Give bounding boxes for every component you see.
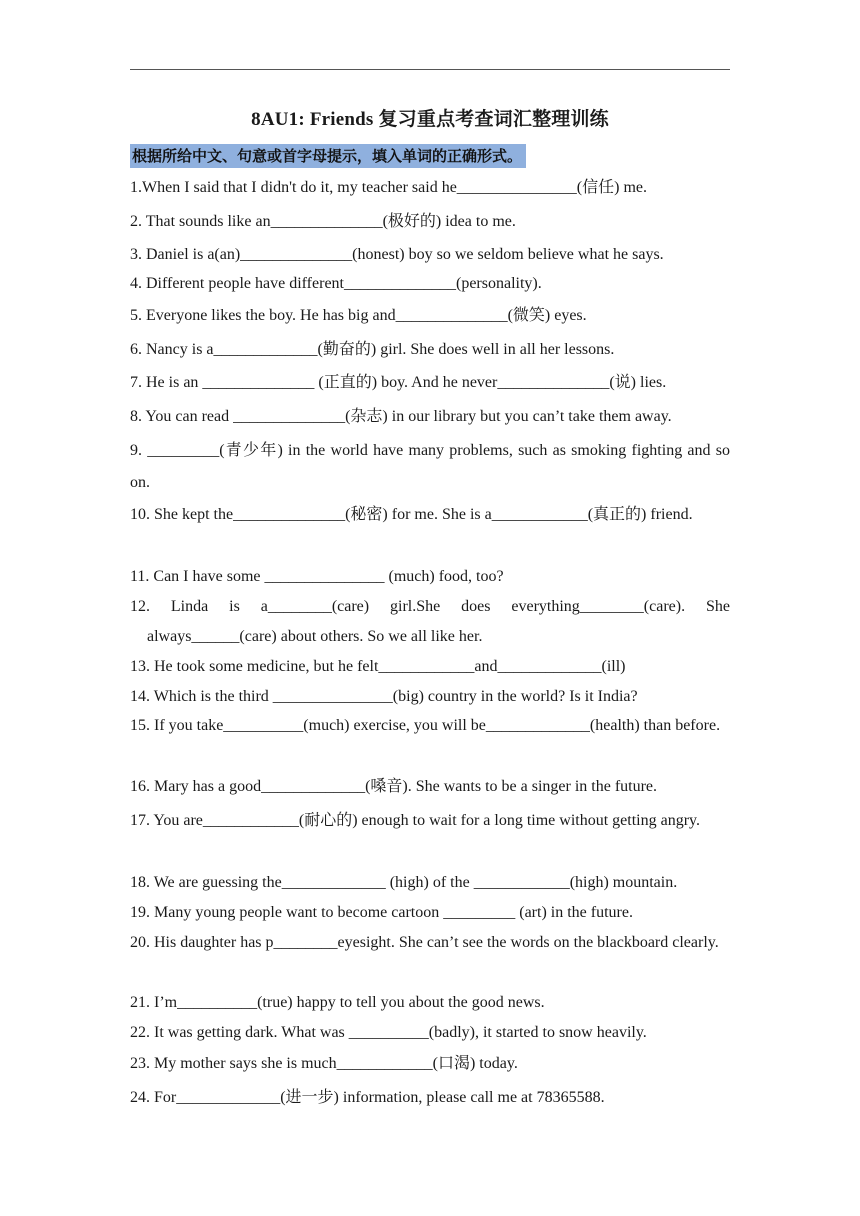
question-item: 10. She kept the______________(秘密) for me. She is a____________(真正的) friend. xyxy=(130,506,693,523)
question-item: 17. You are____________(耐心的) enough to wait for a long time without getting angry. xyxy=(130,812,701,829)
question-item: 11. Can I have some _______________ (much) food, too? xyxy=(130,568,504,585)
question-item: 9. _________(青少年) in the world have many problems, such as smoking fighting and so on. xyxy=(130,442,730,491)
question-item: 19. Many young people want to become cartoon _________ (art) in the future. xyxy=(130,904,633,921)
question-item: 5. Everyone likes the boy. He has big and______________(微笑) eyes. xyxy=(130,307,587,324)
question-item: 12. Linda is a________(care) girl.She does everything________(care). She always______(care) about others. So we all like her. xyxy=(130,598,730,645)
question-item: 21. I’m__________(true) happy to tell you about the good news. xyxy=(130,994,545,1011)
instruction-banner: 根据所给中文、句意或首字母提示，填入单词的正确形式。 xyxy=(130,144,526,168)
question-item: 8. You can read ______________(杂志) in our library but you can’t take them away. xyxy=(130,408,672,425)
question-item: 4. Different people have different______________(personality). xyxy=(130,275,542,292)
question-item: 6. Nancy is a_____________(勤奋的) girl. She does well in all her lessons. xyxy=(130,341,615,358)
question-item: 14. Which is the third _______________(big) country in the world? Is it India? xyxy=(130,688,638,705)
question-item: 15. If you take__________(much) exercise, you will be_____________(health) than before. xyxy=(130,717,721,734)
page-title: 8AU1: Friends 复习重点考查词汇整理训练 xyxy=(251,109,609,130)
question-item: 1.When I said that I didn't do it, my teacher said he_______________(信任) me. xyxy=(130,179,647,196)
question-item: 20. His daughter has p________eyesight. She can’t see the words on the blackboard clearly. xyxy=(130,934,719,951)
header-rule xyxy=(130,69,730,70)
question-item: 3. Daniel is a(an)______________(honest) boy so we seldom believe what he says. xyxy=(130,246,664,263)
question-item: 13. He took some medicine, but he felt____________and_____________(ill) xyxy=(130,658,626,675)
question-item: 24. For_____________(进一步) information, please call me at 78365588. xyxy=(130,1089,605,1106)
question-item: 16. Mary has a good_____________(嗓音). She wants to be a singer in the future. xyxy=(130,778,658,795)
question-item: 22. It was getting dark. What was __________(badly), it started to snow heavily. xyxy=(130,1024,647,1041)
question-item: 2. That sounds like an______________(极好的) idea to me. xyxy=(130,213,516,230)
question-item: 23. My mother says she is much____________(口渴) today. xyxy=(130,1055,518,1072)
question-item: 18. We are guessing the_____________ (high) of the ____________(high) mountain. xyxy=(130,874,678,891)
question-item: 7. He is an ______________ (正直的) boy. And he never______________(说) lies. xyxy=(130,374,667,391)
